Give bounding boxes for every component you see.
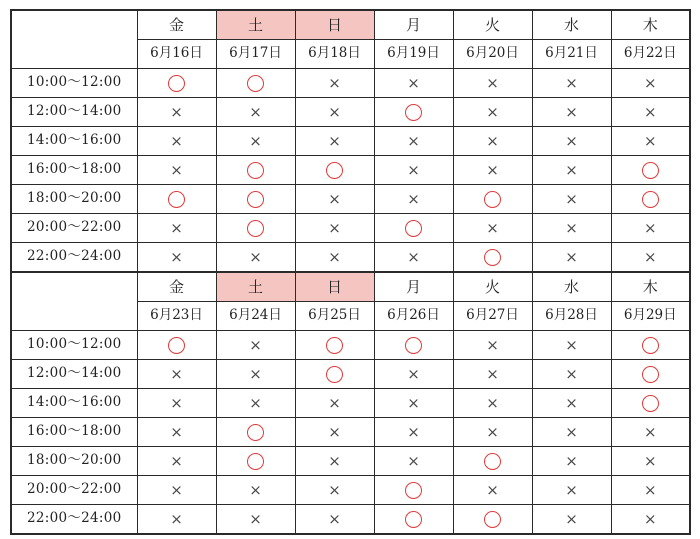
table-row: [11, 389, 690, 418]
circle-mark-icon: [642, 395, 659, 412]
unavailable-mark: ×: [374, 418, 453, 447]
circle-mark-icon: [247, 424, 264, 441]
unavailable-mark: ×: [374, 447, 453, 476]
circle-mark-icon: [326, 337, 343, 354]
available-mark: [374, 476, 453, 505]
table-row: [11, 98, 690, 127]
circle-mark-icon: [642, 162, 659, 179]
unavailable-mark: ×: [532, 69, 611, 98]
circle-mark-icon: [247, 75, 264, 92]
header-corner-cell: [11, 272, 137, 331]
unavailable-mark: ×: [374, 69, 453, 98]
unavailable-mark: ×: [216, 360, 295, 389]
unavailable-mark: ×: [611, 98, 690, 127]
available-mark: [453, 447, 532, 476]
available-mark: [137, 69, 216, 98]
unavailable-mark: ×: [611, 505, 690, 535]
unavailable-mark: ×: [374, 127, 453, 156]
circle-mark-icon: [168, 75, 185, 92]
table-row: [11, 360, 690, 389]
time-slot-label: 20:00～22:00: [11, 476, 137, 505]
table-row: [11, 447, 690, 476]
date-header: 6月25日: [295, 302, 374, 331]
available-mark: [611, 156, 690, 185]
weekday-header: 月: [374, 10, 453, 40]
circle-mark-icon: [247, 453, 264, 470]
unavailable-mark: ×: [216, 127, 295, 156]
weekday-header: 火: [453, 10, 532, 40]
time-slot-label: 20:00～22:00: [11, 214, 137, 243]
unavailable-mark: ×: [374, 185, 453, 214]
unavailable-mark: ×: [611, 127, 690, 156]
circle-mark-icon: [247, 162, 264, 179]
unavailable-mark: ×: [611, 243, 690, 273]
table-row: [11, 69, 690, 98]
unavailable-mark: ×: [532, 447, 611, 476]
unavailable-mark: ×: [532, 156, 611, 185]
unavailable-mark: ×: [532, 331, 611, 360]
available-mark: [137, 185, 216, 214]
unavailable-mark: ×: [374, 243, 453, 273]
weekday-header: 金: [137, 10, 216, 40]
unavailable-mark: ×: [295, 185, 374, 214]
unavailable-mark: ×: [453, 331, 532, 360]
circle-mark-icon: [405, 482, 422, 499]
time-slot-label: 12:00～14:00: [11, 98, 137, 127]
available-mark: [216, 156, 295, 185]
date-header: 6月18日: [295, 40, 374, 69]
available-mark: [374, 505, 453, 535]
unavailable-mark: ×: [137, 127, 216, 156]
unavailable-mark: ×: [295, 505, 374, 535]
unavailable-mark: ×: [611, 214, 690, 243]
header-corner-cell: [11, 10, 137, 69]
unavailable-mark: ×: [532, 214, 611, 243]
circle-mark-icon: [405, 337, 422, 354]
circle-mark-icon: [405, 511, 422, 528]
unavailable-mark: ×: [295, 127, 374, 156]
circle-mark-icon: [247, 191, 264, 208]
date-header: 6月23日: [137, 302, 216, 331]
unavailable-mark: ×: [453, 389, 532, 418]
unavailable-mark: ×: [453, 214, 532, 243]
unavailable-mark: ×: [137, 360, 216, 389]
available-mark: [374, 98, 453, 127]
circle-mark-icon: [405, 220, 422, 237]
unavailable-mark: ×: [532, 360, 611, 389]
unavailable-mark: ×: [216, 331, 295, 360]
circle-mark-icon: [642, 191, 659, 208]
available-mark: [374, 331, 453, 360]
unavailable-mark: ×: [453, 156, 532, 185]
circle-mark-icon: [168, 191, 185, 208]
unavailable-mark: ×: [532, 127, 611, 156]
circle-mark-icon: [326, 366, 343, 383]
date-header: 6月28日: [532, 302, 611, 331]
unavailable-mark: ×: [532, 476, 611, 505]
available-mark: [611, 185, 690, 214]
unavailable-mark: ×: [532, 185, 611, 214]
circle-mark-icon: [484, 191, 501, 208]
date-header: 6月17日: [216, 40, 295, 69]
unavailable-mark: ×: [611, 447, 690, 476]
table-row: [11, 331, 690, 360]
table-row: [11, 214, 690, 243]
available-mark: [216, 447, 295, 476]
weekday-header: 金: [137, 272, 216, 302]
circle-mark-icon: [326, 162, 343, 179]
available-mark: [216, 214, 295, 243]
circle-mark-icon: [484, 511, 501, 528]
weekday-header: 木: [611, 272, 690, 302]
unavailable-mark: ×: [137, 418, 216, 447]
unavailable-mark: ×: [295, 214, 374, 243]
time-slot-label: 12:00～14:00: [11, 360, 137, 389]
unavailable-mark: ×: [374, 360, 453, 389]
unavailable-mark: ×: [295, 418, 374, 447]
unavailable-mark: ×: [453, 127, 532, 156]
unavailable-mark: ×: [216, 389, 295, 418]
available-mark: [216, 185, 295, 214]
unavailable-mark: ×: [532, 505, 611, 535]
unavailable-mark: ×: [137, 243, 216, 273]
time-slot-label: 10:00～12:00: [11, 69, 137, 98]
unavailable-mark: ×: [137, 389, 216, 418]
date-header: 6月19日: [374, 40, 453, 69]
time-slot-label: 14:00～16:00: [11, 127, 137, 156]
time-slot-label: 16:00～18:00: [11, 156, 137, 185]
weekday-header: 水: [532, 272, 611, 302]
date-header: 6月24日: [216, 302, 295, 331]
available-mark: [611, 389, 690, 418]
weekday-header: 土: [216, 10, 295, 40]
circle-mark-icon: [642, 366, 659, 383]
unavailable-mark: ×: [374, 389, 453, 418]
time-slot-label: 16:00～18:00: [11, 418, 137, 447]
weekday-header: 月: [374, 272, 453, 302]
unavailable-mark: ×: [453, 360, 532, 389]
circle-mark-icon: [484, 453, 501, 470]
date-header: 6月26日: [374, 302, 453, 331]
unavailable-mark: ×: [216, 476, 295, 505]
table-row: [11, 505, 690, 535]
time-slot-label: 10:00～12:00: [11, 331, 137, 360]
date-header: 6月22日: [611, 40, 690, 69]
unavailable-mark: ×: [453, 69, 532, 98]
time-slot-label: 22:00～24:00: [11, 505, 137, 535]
weekday-header: 日: [295, 10, 374, 40]
available-mark: [611, 360, 690, 389]
available-mark: [453, 185, 532, 214]
unavailable-mark: ×: [295, 476, 374, 505]
circle-mark-icon: [642, 337, 659, 354]
unavailable-mark: ×: [295, 69, 374, 98]
unavailable-mark: ×: [532, 418, 611, 447]
time-slot-label: 18:00～20:00: [11, 185, 137, 214]
unavailable-mark: ×: [611, 476, 690, 505]
available-mark: [216, 69, 295, 98]
date-header: 6月29日: [611, 302, 690, 331]
unavailable-mark: ×: [137, 505, 216, 535]
unavailable-mark: ×: [216, 243, 295, 273]
available-mark: [611, 331, 690, 360]
date-header: 6月20日: [453, 40, 532, 69]
unavailable-mark: ×: [137, 476, 216, 505]
unavailable-mark: ×: [453, 98, 532, 127]
unavailable-mark: ×: [611, 418, 690, 447]
table-row: [11, 418, 690, 447]
unavailable-mark: ×: [611, 69, 690, 98]
unavailable-mark: ×: [295, 447, 374, 476]
week-2-weekday-row: [11, 272, 690, 302]
weekday-header: 木: [611, 10, 690, 40]
available-mark: [216, 418, 295, 447]
unavailable-mark: ×: [453, 418, 532, 447]
unavailable-mark: ×: [216, 505, 295, 535]
unavailable-mark: ×: [295, 98, 374, 127]
available-mark: [453, 505, 532, 535]
unavailable-mark: ×: [532, 98, 611, 127]
time-slot-label: 18:00～20:00: [11, 447, 137, 476]
unavailable-mark: ×: [137, 98, 216, 127]
week-1-weekday-row: [11, 10, 690, 40]
unavailable-mark: ×: [137, 156, 216, 185]
unavailable-mark: ×: [295, 243, 374, 273]
unavailable-mark: ×: [137, 214, 216, 243]
weekday-header: 火: [453, 272, 532, 302]
time-slot-label: 22:00～24:00: [11, 243, 137, 273]
available-mark: [295, 156, 374, 185]
weekday-header: 土: [216, 272, 295, 302]
available-mark: [295, 360, 374, 389]
availability-schedule-table: [10, 9, 691, 535]
table-row: [11, 156, 690, 185]
date-header: 6月21日: [532, 40, 611, 69]
circle-mark-icon: [247, 220, 264, 237]
available-mark: [374, 214, 453, 243]
table-row: [11, 127, 690, 156]
unavailable-mark: ×: [137, 447, 216, 476]
schedule-body: [11, 10, 690, 534]
available-mark: [137, 331, 216, 360]
unavailable-mark: ×: [374, 156, 453, 185]
table-row: [11, 185, 690, 214]
circle-mark-icon: [168, 337, 185, 354]
weekday-header: 日: [295, 272, 374, 302]
unavailable-mark: ×: [216, 98, 295, 127]
weekday-header: 水: [532, 10, 611, 40]
circle-mark-icon: [484, 249, 501, 266]
table-row: [11, 476, 690, 505]
circle-mark-icon: [405, 104, 422, 121]
available-mark: [453, 243, 532, 273]
table-row: [11, 243, 690, 273]
time-slot-label: 14:00～16:00: [11, 389, 137, 418]
available-mark: [295, 331, 374, 360]
unavailable-mark: ×: [453, 476, 532, 505]
unavailable-mark: ×: [295, 389, 374, 418]
date-header: 6月27日: [453, 302, 532, 331]
unavailable-mark: ×: [532, 243, 611, 273]
date-header: 6月16日: [137, 40, 216, 69]
unavailable-mark: ×: [532, 389, 611, 418]
